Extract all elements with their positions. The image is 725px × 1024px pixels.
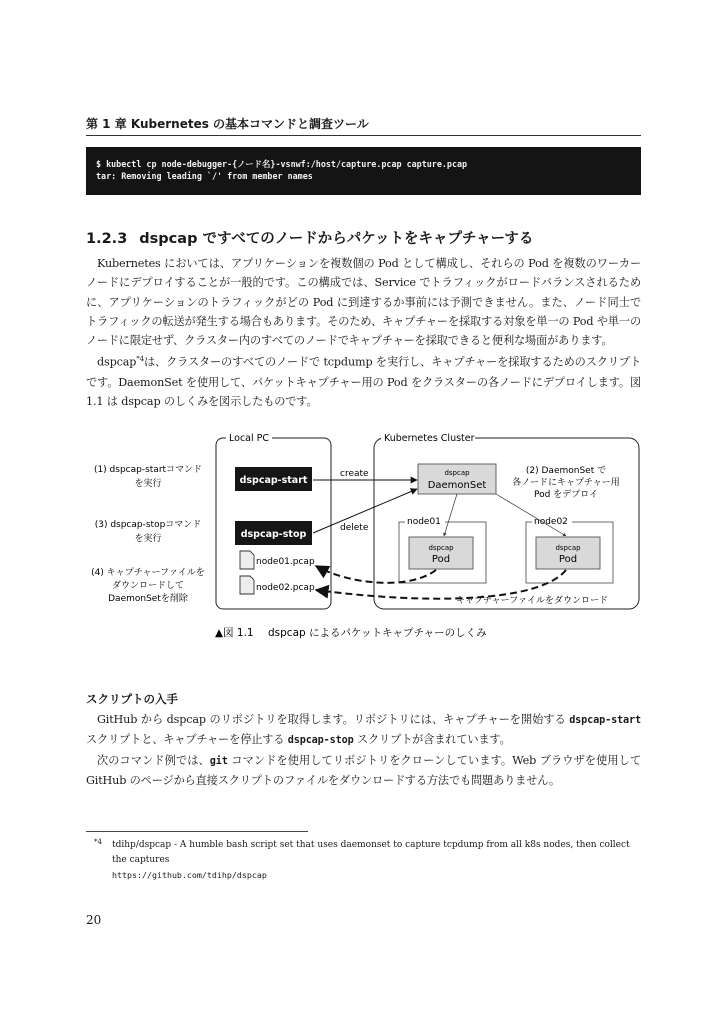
figure-caption-text: dspcap によるパケットキャプチャーのしくみ xyxy=(268,627,487,639)
step3-label: (3) dspcap-stopコマンド xyxy=(94,520,202,530)
footnote-text: tdihp/dspcap - A humble bash script set that uses daemonset to capture tcpdump from all k8s nodes, then collect the captures xyxy=(112,840,630,865)
chapter-header: 第 1 章 Kubernetes の基本コマンドと調査ツール xyxy=(86,115,641,136)
pod-small-label: dspcap xyxy=(428,544,454,552)
dspcap-start-label: dspcap-start xyxy=(239,475,308,486)
delete-label: delete xyxy=(340,523,369,533)
code-line: $ kubectl cp node-debugger-{ノード名}-vsnwf:/host/capture.pcap capture.pcap xyxy=(96,159,468,169)
deploy-arrow xyxy=(444,494,457,536)
file1-label: node01.pcap xyxy=(256,557,315,567)
daemonset-label: DaemonSet xyxy=(427,480,487,491)
text-span: GitHub から dspcap のリポジトリを取得します。リポジトリには、キャプチャーを開始する xyxy=(97,713,570,726)
code-dspcap-start: dspcap-start xyxy=(569,715,641,726)
page-number: 20 xyxy=(86,913,102,927)
section-number: 1.2.3 xyxy=(86,231,128,247)
text-span: スクリプトが含まれています。 xyxy=(353,733,511,747)
text-span: 次のコマンド例では、 xyxy=(97,753,210,767)
figure-caption-marker: ▲図 1.1 xyxy=(215,627,254,639)
dspcap-term: dspcap xyxy=(97,356,137,370)
create-label: create xyxy=(340,469,369,479)
step4-label: DaemonSetを削除 xyxy=(108,594,188,604)
footnote-url[interactable]: https://github.com/tdihp/dspcap xyxy=(112,870,267,880)
footnote-mark: *4 xyxy=(94,838,102,846)
script-section-body xyxy=(86,710,641,790)
pod-small-label: dspcap xyxy=(555,544,581,552)
file-icon xyxy=(240,576,254,594)
text-span: コマンドを使用してリポジトリをクローンしています。Web ブラウザを使用して GitHub のページから直接スクリプトのファイルをダウンロードする方法でも問題ありません。 xyxy=(86,753,641,787)
cluster-label: Kubernetes Cluster xyxy=(384,433,475,444)
deploy-arrow xyxy=(496,494,566,536)
footnote xyxy=(94,838,645,883)
pod-label: Pod xyxy=(431,554,451,565)
dspcap-stop-label: dspcap-stop xyxy=(240,529,307,540)
footnote-ref[interactable]: *4 xyxy=(136,355,144,364)
text-span: スクリプトと、キャプチャーを停止する xyxy=(86,733,288,747)
footnote-rule xyxy=(86,831,308,832)
step2-label: 各ノードにキャプチャー用 xyxy=(512,478,620,488)
code-git: git xyxy=(209,755,228,767)
step1-label: を実行 xyxy=(134,479,162,489)
step4-label: (4) キャプチャーファイルを xyxy=(91,568,205,578)
step3-label: を実行 xyxy=(134,534,162,544)
step1-label: (1) dspcap-startコマンド xyxy=(93,465,203,475)
step2-label: Pod をデプロイ xyxy=(534,490,598,500)
code-dspcap-stop: dspcap-stop xyxy=(287,735,354,747)
node02-label: node02 xyxy=(534,517,568,527)
paragraph-repo xyxy=(86,710,641,751)
code-line: tar: Removing leading `/' from member names xyxy=(96,171,313,181)
node01-label: node01 xyxy=(407,517,441,527)
local-pc-label: Local PC xyxy=(229,433,270,444)
file2-label: node02.pcap xyxy=(256,583,315,593)
paragraph-clone xyxy=(86,751,641,791)
step4-label: ダウンロードして xyxy=(111,581,185,591)
paragraph-dspcap-text: は、クラスターのすべてのノードで tcpdump を実行し、キャプチャーを採取するためのスクリプトです。DaemonSet を使用して、パケットキャプチャー用の Pod をクラスターの各ノードにデプロイします。図 1.1 は dspcap のしくみを図示したものです。 xyxy=(86,356,641,408)
download-arrow xyxy=(316,570,566,599)
download-label: キャプチャーファイルをダウンロード xyxy=(455,596,609,606)
section-title-text: dspcap ですべてのノードからパケットをキャプチャーする xyxy=(139,231,534,247)
subsection-heading: スクリプトの入手 xyxy=(86,692,178,706)
pod-label: Pod xyxy=(558,554,578,565)
paragraph-intro: Kubernetes においては、アプリケーションを複数個の Pod として構成し、それらの Pod を複数のワーカーノードにデプロイすることが一般的です。この構成では、Service でトラフィックがロードバランスされるために、アプリケーションのトラフィックがどの Pod に到達するか事前には予測できません。また、ノード同士でトラフィックの転送が発生する場合もあります。そのため、キャプチャーを採取する対象を単一の Pod や単一のノードに限定せず、クラスター内のすべてのノードでキャプチャーを採取できると便利な場面があります。 xyxy=(86,257,641,348)
step2-label: (2) DaemonSet で xyxy=(525,466,607,476)
file-icon xyxy=(240,551,254,569)
daemonset-small-label: dspcap xyxy=(444,469,470,477)
